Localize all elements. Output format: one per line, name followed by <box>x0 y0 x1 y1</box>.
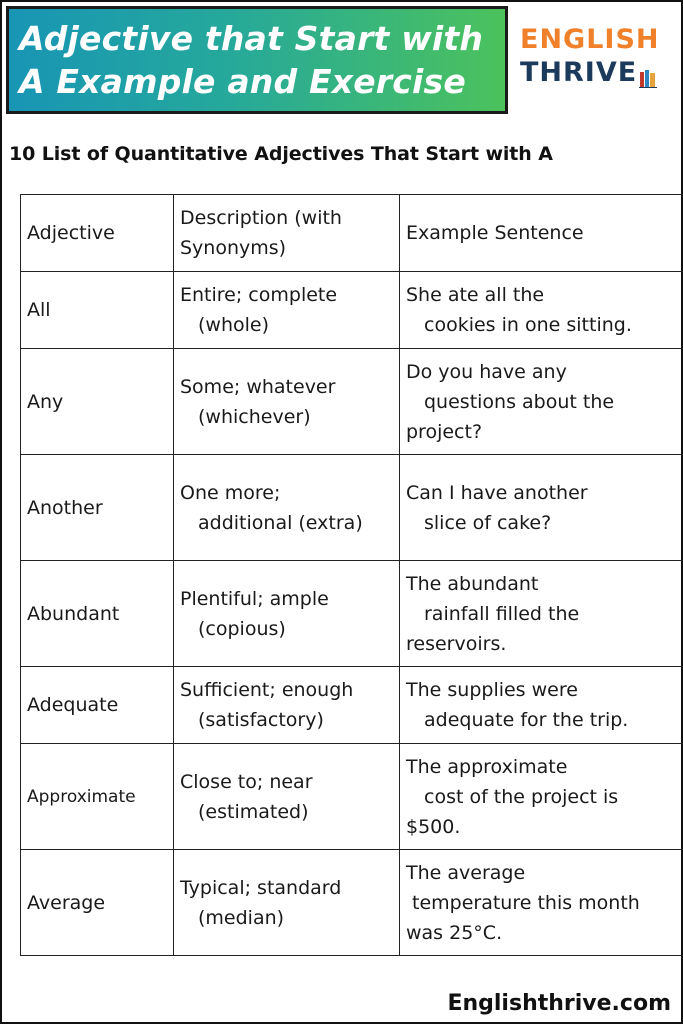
cell-description <box>174 744 400 850</box>
description-line: Entire; complete <box>180 284 338 306</box>
example-line: The approximate <box>406 755 568 778</box>
example-line: was 25°C. <box>406 921 503 944</box>
header-description: Description (with Synonyms) <box>174 195 400 272</box>
cell-example <box>400 272 683 349</box>
table-row <box>21 349 683 455</box>
example-line: rainfall filled the <box>424 602 580 625</box>
cell-adjective: Abundant <box>21 561 174 667</box>
cell-description <box>174 455 400 561</box>
description-line: (median) <box>198 906 285 929</box>
cell-example <box>400 667 683 744</box>
example-line: cookies in one sitting. <box>424 314 632 336</box>
description-line: Some; whatever <box>180 375 336 398</box>
description-line: Typical; standard <box>180 876 342 899</box>
logo-text-english: ENGLISH <box>520 24 660 55</box>
description-line: (copious) <box>198 617 286 640</box>
cell-adjective: Any <box>21 349 174 455</box>
description-line: Sufficient; enough <box>180 679 354 701</box>
example-line: slice of cake? <box>424 511 552 534</box>
example-line: Do you have any <box>406 360 567 383</box>
cell-example <box>400 850 683 956</box>
cell-adjective: Average <box>21 850 174 956</box>
example-line: The average <box>406 861 526 884</box>
example-line: project? <box>406 420 483 443</box>
cell-description <box>174 850 400 956</box>
description-line: (estimated) <box>198 800 309 823</box>
cell-example <box>400 744 683 850</box>
cell-example <box>400 349 683 455</box>
cell-example <box>400 561 683 667</box>
section-heading: 10 List of Quantitative Adjectives That Start with A <box>9 143 553 165</box>
title-line-2: A Example and Exercise <box>19 62 466 101</box>
cell-description <box>174 667 400 744</box>
cell-description <box>174 272 400 349</box>
table-row <box>21 667 683 744</box>
example-line: The supplies were <box>406 679 578 701</box>
cell-description <box>174 561 400 667</box>
description-line: One more; <box>180 481 281 504</box>
cell-adjective: All <box>21 272 174 349</box>
table-header-row <box>21 195 683 272</box>
example-line: adequate for the trip. <box>424 709 629 731</box>
table-row <box>21 744 683 850</box>
logo-text-thrive: THRIVE <box>520 57 638 88</box>
header-example: Example Sentence <box>400 195 683 272</box>
description-line: Close to; near <box>180 770 313 793</box>
table-row <box>21 850 683 956</box>
table-row <box>21 561 683 667</box>
description-line: (whole) <box>198 314 269 336</box>
description-line: (satisfactory) <box>198 709 324 731</box>
adjective-table <box>20 194 683 956</box>
description-line: additional (extra) <box>198 511 363 534</box>
title-banner <box>6 6 508 114</box>
example-line: $500. <box>406 815 461 838</box>
logo <box>520 24 670 90</box>
example-line: The abundant <box>406 572 539 595</box>
title-line-1: Adjective that Start with <box>19 19 484 58</box>
logo-text-thrive-row <box>520 56 670 90</box>
books-icon <box>639 63 657 83</box>
table-row <box>21 272 683 349</box>
cell-adjective: Adequate <box>21 667 174 744</box>
cell-description <box>174 349 400 455</box>
example-line: Can I have another <box>406 481 588 504</box>
description-line: Plentiful; ample <box>180 587 329 610</box>
table-row <box>21 455 683 561</box>
example-line: temperature this month <box>412 891 640 914</box>
example-line: cost of the project is <box>424 785 619 808</box>
example-line: reservoirs. <box>406 632 507 655</box>
cell-adjective: Another <box>21 455 174 561</box>
example-line: questions about the <box>424 390 615 413</box>
header-adjective: Adjective <box>21 195 174 272</box>
cell-adjective: Approximate <box>21 744 174 850</box>
website-footer: Englishthrive.com <box>447 991 671 1016</box>
description-line: (whichever) <box>198 405 311 428</box>
cell-example <box>400 455 683 561</box>
example-line: She ate all the <box>406 284 545 306</box>
